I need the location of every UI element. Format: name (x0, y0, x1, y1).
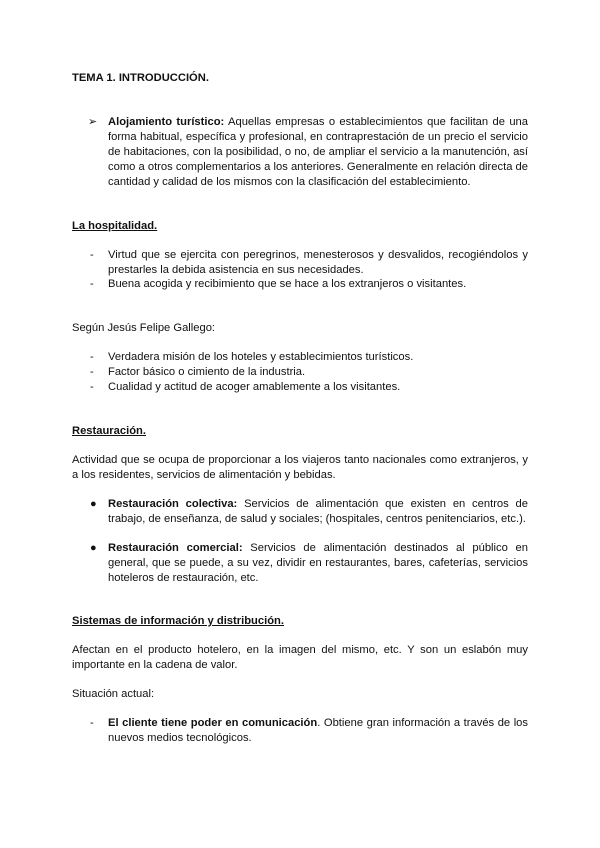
segun-item: Verdadera misión de los hoteles y establecimientos turísticos. (108, 351, 414, 363)
dash-bullet: - (90, 249, 94, 261)
segun-item: Factor básico o cimiento de la industria. (108, 366, 306, 378)
hospitalidad-item-line: prestarles la debida asistencia en sus necesidades. (108, 264, 364, 276)
restauracion-intro-line: Actividad que se ocupa de proporcionar a los viajeros tanto nacionales como extranjeros, y (72, 454, 528, 466)
document-title: TEMA 1. INTRODUCCIÓN. (72, 72, 209, 84)
circle-bullet-icon: ● (90, 542, 97, 554)
hospitalidad-heading: La hospitalidad. (72, 220, 158, 232)
alojamiento-line: de habitaciones, con la posibilidad, o no, de ampliar el servicio a la manutención, así (108, 146, 528, 158)
restauracion-comercial (108, 541, 528, 586)
dash-bullet: - (90, 717, 94, 729)
sistemas-intro-line: Afectan en el producto hotelero, en la imagen del mismo, etc. Y son un eslabón muy (72, 644, 528, 656)
arrow-bullet-icon: ➢ (88, 116, 98, 128)
dash-bullet: - (90, 278, 94, 290)
alojamiento-line: cantidad y calidad de los mismos con la clasificación del establecimiento. (108, 176, 471, 188)
restauracion-intro (72, 453, 528, 483)
segun-intro: Según Jesús Felipe Gallego: (72, 322, 216, 334)
circle-bullet-icon: ● (90, 498, 97, 510)
restauracion-colectiva (108, 497, 528, 527)
sistemas-intro-line: importante en la cadena de valor. (72, 659, 238, 671)
hospitalidad-item (108, 248, 528, 278)
cliente-line: nuevos medios tecnológicos. (108, 732, 252, 744)
restauracion-intro-line: a los residentes, servicios de alimentación y bebidas. (72, 469, 336, 481)
comercial-line: general, que se puede, a su vez, dividir en restaurantes, bares, cafeterías, servicios (108, 557, 528, 569)
cliente-line: . Obtiene gran información a través de los (317, 717, 528, 729)
colectiva-line: trabajo, de enseñanza, de salud y sociales; (hospitales, centros penitenciarios, etc.). (108, 513, 526, 525)
sistemas-heading: Sistemas de información y distribución. (72, 615, 284, 627)
comercial-term: Restauración comercial: (108, 542, 243, 554)
sistemas-intro (72, 643, 528, 673)
segun-item: Cualidad y actitud de acoger amablemente a los visitantes. (108, 381, 401, 393)
comercial-line: hoteleros de restauración, etc. (108, 572, 259, 584)
alojamiento-term: Alojamiento turístico: (108, 116, 225, 128)
dash-bullet: - (90, 366, 94, 378)
dash-bullet: - (90, 351, 94, 363)
situacion-actual: Situación actual: (72, 688, 155, 700)
hospitalidad-item-line: Virtud que se ejercita con peregrinos, menesterosos y desvalidos, recogiéndolos y (108, 249, 528, 261)
alojamiento-line: Aquellas empresas o establecimientos que facilitan de una (224, 116, 528, 128)
alojamiento-line: como a otros complementarios a los anteriores. Generalmente en relación directa de (108, 161, 528, 173)
sistemas-item (108, 716, 528, 746)
hospitalidad-item: Buena acogida y recibimiento que se hace a los extranjeros o visitantes. (108, 278, 467, 290)
restauracion-heading: Restauración. (72, 425, 146, 437)
dash-bullet: - (90, 381, 94, 393)
cliente-term: El cliente tiene poder en comunicación (108, 717, 318, 729)
colectiva-term: Restauración colectiva: (108, 498, 238, 510)
colectiva-line: Servicios de alimentación que existen en centros de (237, 498, 528, 510)
comercial-line: Servicios de alimentación destinados al público en (242, 542, 528, 554)
alojamiento-line: forma habitual, específica y profesional, en contraprestación de un precio el servicio (108, 131, 528, 143)
alojamiento-paragraph (108, 115, 528, 190)
